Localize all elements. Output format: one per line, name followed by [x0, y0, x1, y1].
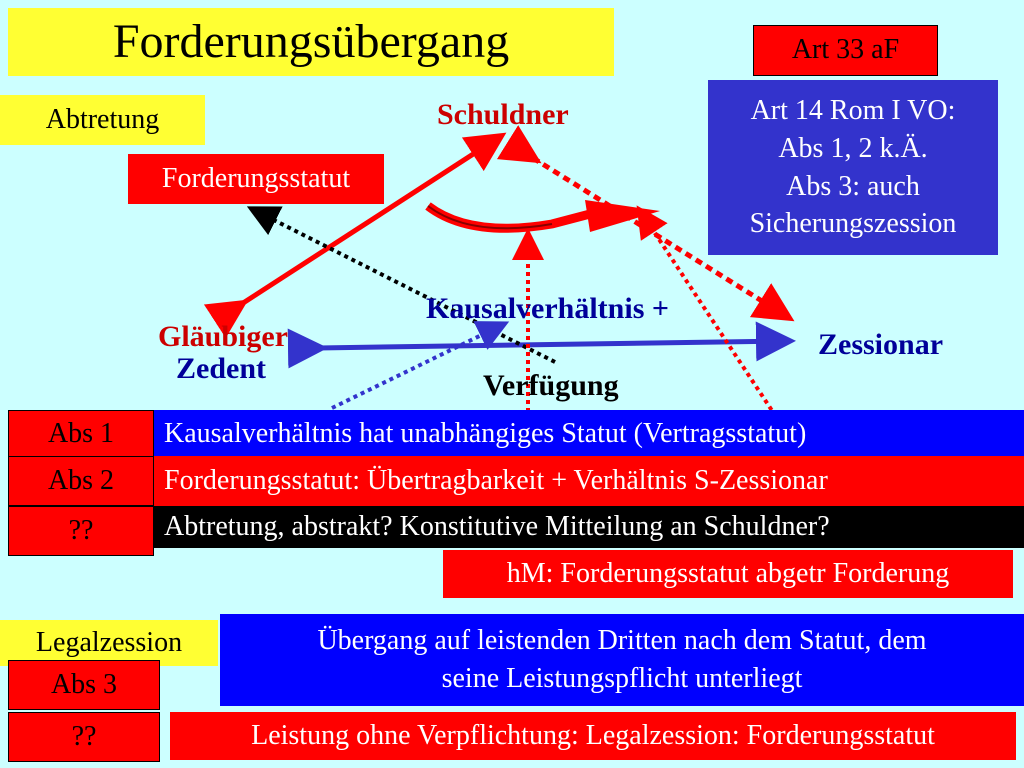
glaeubiger-zessionar-arrow — [318, 341, 786, 348]
abs1-tag: Abs 1 — [8, 410, 154, 458]
glaeubiger-label: Gläubiger — [158, 320, 289, 353]
unknown-text: Abtretung, abstrakt? Konstitutive Mitteilung an Schuldner? — [154, 506, 1024, 548]
hm-note: hM: Forderungsstatut abgetr Forderung — [443, 550, 1013, 598]
verfuegung-forderungsstatut-arrow — [254, 210, 555, 362]
legalzession-desc-line-1: Übergang auf leistenden Dritten nach dem Statut, dem — [317, 625, 927, 657]
legalzession-last: Leistung ohne Verpflichtung: Legalzession: Forderungsstatut — [170, 712, 1016, 760]
legalzession-label: Legalzession — [0, 620, 218, 666]
kausalverhaeltnis-label: Kausalverhältnis + — [426, 292, 669, 325]
abtretung-label: Abtretung — [0, 95, 205, 145]
zessionar-label: Zessionar — [818, 328, 944, 361]
abs3-tag: Abs 3 — [8, 660, 160, 710]
unknown-tag: ?? — [8, 506, 154, 556]
curved-arrow-icon — [428, 206, 590, 228]
abs2-text: Forderungsstatut: Übertragbarkeit + Verhältnis S-Zessionar — [154, 456, 1024, 506]
verfuegung-label: Verfügung — [483, 369, 619, 402]
zedent-label: Zedent — [176, 352, 266, 385]
art14-line-2: Abs 1, 2 k.Ä. — [778, 132, 928, 164]
art14-line-4: Sicherungszession — [749, 208, 957, 240]
abs2-tag: Abs 2 — [8, 456, 154, 506]
abs1-text: Kausalverhältnis hat unabhängiges Statut (Vertragsstatut) — [154, 410, 1024, 458]
page-title: Forderungsübergang — [8, 8, 614, 76]
art33-badge: Art 33 aF — [753, 25, 938, 76]
art14-line-1: Art 14 Rom I VO: — [750, 94, 956, 126]
schuldner-label: Schuldner — [437, 98, 569, 131]
legal-unknown-tag: ?? — [8, 712, 160, 762]
abs1-kausal-arrow — [332, 325, 502, 408]
forderungsstatut-label: Forderungsstatut — [128, 154, 384, 204]
legalzession-desc — [220, 614, 1024, 706]
legalzession-desc-line-2: seine Leistungspflicht unterliegt — [441, 663, 803, 694]
art14-line-3: Abs 3: auch — [786, 170, 920, 202]
